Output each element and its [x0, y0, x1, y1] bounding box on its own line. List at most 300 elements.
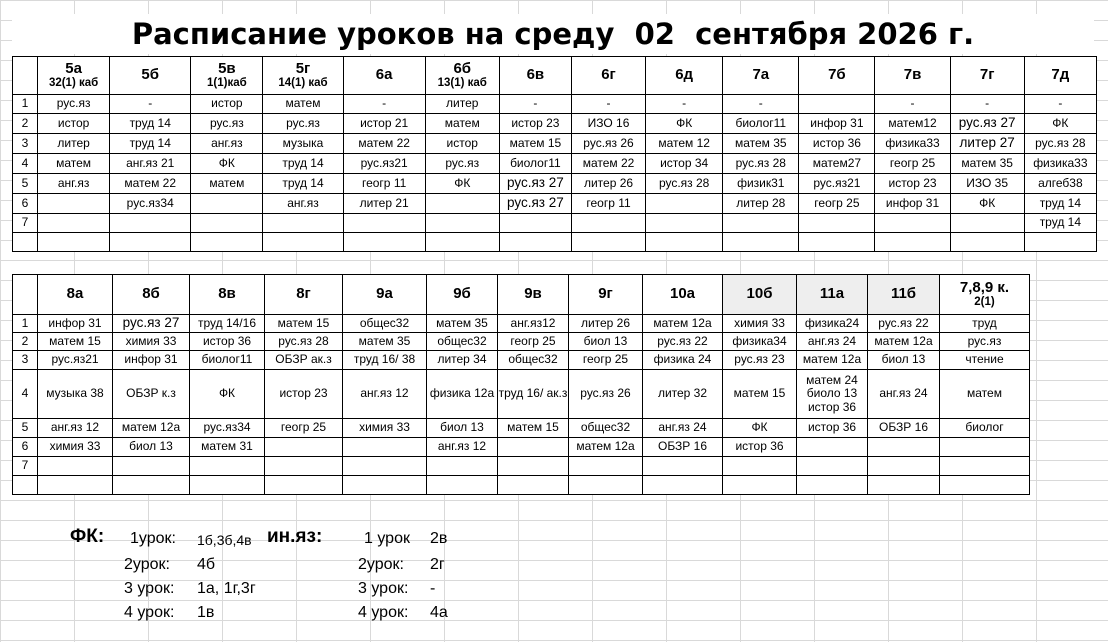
- lesson-text: геогр 25: [889, 155, 936, 170]
- class-header: [263, 57, 343, 95]
- class-name: 7д: [1051, 66, 1070, 84]
- lesson-cell: [875, 233, 950, 252]
- lesson-text: матем 15: [507, 420, 559, 435]
- lesson-cell: [498, 351, 569, 370]
- lesson-cell: [875, 174, 950, 194]
- lesson-text: рус.яз21: [360, 155, 408, 170]
- class-name: 7а: [752, 66, 770, 84]
- class-header: [498, 275, 569, 315]
- lesson-text: матем 12а: [874, 333, 933, 348]
- lesson-text: матем 22: [582, 155, 635, 170]
- lesson-text: матем12: [888, 115, 937, 130]
- lesson-cell: [113, 351, 190, 370]
- class-header: [1024, 57, 1096, 95]
- lesson-cell: [646, 95, 723, 114]
- lesson-cell: [38, 194, 110, 214]
- lesson-text: биолог: [965, 420, 1004, 435]
- lesson-cell: [110, 114, 191, 134]
- lesson-row: [13, 438, 1030, 457]
- lesson-text: биол 13: [583, 333, 628, 348]
- lesson-text: физика34: [732, 333, 787, 348]
- lesson-cell: [571, 214, 645, 233]
- lesson-cell: [799, 154, 875, 174]
- lesson-cell: [38, 333, 113, 351]
- lesson-cell: [265, 419, 343, 438]
- lesson-text: ФК: [751, 420, 768, 435]
- lesson-cell: [38, 438, 113, 457]
- lesson-text: анг.яз: [287, 195, 319, 210]
- lesson-text: -: [758, 96, 763, 111]
- lesson-cell: [646, 154, 723, 174]
- lesson-cell: [343, 476, 427, 495]
- lesson-text: анг.яз 12: [437, 439, 487, 454]
- lesson-text: ФК: [1052, 115, 1069, 130]
- lesson-cell: [343, 351, 427, 370]
- lesson-cell: [723, 370, 797, 419]
- lesson-cell: [950, 194, 1024, 214]
- schedule-table-grades-5-7: [12, 56, 1097, 252]
- lesson-row: [13, 370, 1030, 419]
- lesson-cell: [498, 476, 569, 495]
- lesson-cell: [38, 95, 110, 114]
- lesson-cell: [797, 457, 868, 476]
- class-header: [113, 275, 190, 315]
- inyaz-lesson-1: 1 урок: [364, 530, 410, 547]
- lesson-cell: [646, 194, 723, 214]
- lesson-text: -: [533, 96, 538, 111]
- lesson-cell: [190, 438, 265, 457]
- lesson-text: -: [606, 96, 611, 111]
- lesson-cell: [190, 351, 265, 370]
- lesson-text: рус.яз 22: [878, 315, 929, 330]
- lesson-cell: [265, 476, 343, 495]
- lesson-text: анг.яз12: [510, 315, 556, 330]
- lesson-cell: [799, 233, 875, 252]
- class-name: 8в: [218, 285, 236, 303]
- lesson-cell: [571, 114, 645, 134]
- lesson-text: истор 36: [807, 420, 857, 435]
- lesson-cell: [499, 214, 571, 233]
- lesson-text: матем 12а: [576, 439, 635, 454]
- lesson-cell: [265, 370, 343, 419]
- lesson-text: матем 12а: [653, 315, 712, 330]
- lesson-text: истор 36: [735, 439, 784, 454]
- lesson-number: [13, 233, 38, 252]
- lesson-text: биол 13: [129, 439, 173, 454]
- lesson-text: ОБЗР 16: [878, 420, 928, 435]
- lesson-text: матем: [56, 155, 92, 170]
- lesson-text: анг.яз 12: [360, 386, 409, 401]
- lesson-cell: [797, 370, 868, 419]
- lesson-row: [13, 457, 1030, 476]
- lesson-text: матем 35: [358, 333, 411, 348]
- class-name: 5в: [218, 59, 236, 77]
- lesson-cell: [797, 476, 868, 495]
- lesson-cell: [875, 95, 950, 114]
- inyaz-classes-1: 2в: [430, 530, 448, 547]
- lesson-text: ИЗО 16: [587, 115, 630, 130]
- lesson-number: 3: [13, 351, 38, 370]
- lesson-cell: [263, 154, 343, 174]
- lesson-text: труд 16/ 38: [353, 352, 416, 367]
- class-name: 9а: [376, 285, 393, 303]
- lesson-cell: [569, 370, 643, 419]
- class-name: 11а: [819, 285, 845, 303]
- class-name: 5а: [65, 59, 82, 77]
- lesson-cell: [875, 134, 950, 154]
- class-name: 9г: [598, 285, 613, 303]
- lesson-text: рус.яз 28: [735, 155, 786, 170]
- lesson-cell: [191, 154, 263, 174]
- lesson-text: труд 14: [1039, 215, 1082, 230]
- lesson-cell: [868, 370, 940, 419]
- class-name: 8б: [142, 285, 160, 303]
- class-name: 7г: [979, 66, 995, 84]
- lesson-cell: [113, 419, 190, 438]
- class-name: 6г: [601, 66, 616, 84]
- lesson-cell: [190, 315, 265, 333]
- lesson-cell: [1024, 214, 1096, 233]
- lesson-cell: [571, 154, 645, 174]
- lesson-cell: [343, 233, 425, 252]
- lesson-text: истор 34: [660, 155, 709, 170]
- lesson-text: рус.яз34: [126, 195, 174, 210]
- lesson-cell: [38, 370, 113, 419]
- lesson-cell: [498, 438, 569, 457]
- lesson-text: рус.яз 28: [658, 175, 710, 190]
- lesson-text: матем 15: [277, 315, 330, 330]
- lesson-text: рус.яз 27: [958, 115, 1016, 131]
- lesson-number: 4: [13, 154, 38, 174]
- class-name: 7,8,9 к.: [959, 278, 1010, 296]
- lesson-text: рус.яз: [209, 115, 244, 130]
- lesson-row: [13, 194, 1097, 214]
- lesson-cell: [110, 214, 191, 233]
- fk-lesson-3: 3 урок:: [124, 580, 175, 597]
- lesson-cell: [425, 174, 499, 194]
- class-name: 8а: [66, 285, 84, 303]
- class-header: [110, 57, 191, 95]
- lesson-cell: [343, 214, 425, 233]
- lesson-cell: [940, 457, 1030, 476]
- lesson-cell: [427, 419, 498, 438]
- class-header: [875, 57, 950, 95]
- class-name: 8г: [296, 285, 311, 303]
- lesson-cell: [797, 315, 868, 333]
- lesson-cell: [1024, 194, 1096, 214]
- lesson-text: рус.яз 28: [278, 333, 329, 348]
- lesson-cell: [643, 457, 723, 476]
- lesson-cell: [868, 419, 940, 438]
- lesson-cell: [646, 233, 723, 252]
- lesson-text: литер 34: [437, 352, 487, 367]
- lesson-number: 6: [13, 194, 38, 214]
- lesson-number: 7: [13, 214, 38, 233]
- lesson-row: [13, 154, 1097, 174]
- lesson-cell: [868, 333, 940, 351]
- lesson-cell: [38, 233, 110, 252]
- class-room: 1(1)каб: [207, 77, 247, 90]
- lesson-cell: [868, 315, 940, 333]
- lesson-row: [13, 214, 1097, 233]
- lesson-cell: [343, 174, 425, 194]
- lesson-text: общес32: [508, 352, 558, 367]
- lesson-cell: [950, 174, 1024, 194]
- lesson-cell: [427, 438, 498, 457]
- lesson-cell: [940, 333, 1030, 351]
- lesson-cell: [950, 214, 1024, 233]
- lesson-cell: [191, 233, 263, 252]
- lesson-cell: [263, 214, 343, 233]
- lesson-text: анг.яз 24: [807, 333, 857, 348]
- lesson-text: -: [985, 96, 990, 111]
- class-name: 10а: [669, 285, 696, 303]
- lesson-text: ФК: [676, 115, 693, 130]
- lesson-text: труд 16/ ак.з: [498, 386, 568, 401]
- lesson-text: литер 26: [583, 175, 634, 190]
- lesson-row: [13, 333, 1030, 351]
- lesson-text: ФК: [218, 155, 235, 170]
- lesson-text: матем 35: [436, 315, 488, 330]
- lesson-number: 2: [13, 114, 38, 134]
- lesson-text: литер: [446, 96, 479, 111]
- lesson-text: рус.яз 28: [1035, 135, 1086, 150]
- lesson-cell: [643, 315, 723, 333]
- lesson-text: инфор 31: [885, 195, 940, 210]
- lesson-text: истор 23: [511, 115, 560, 130]
- lesson-row: [13, 174, 1097, 194]
- lesson-cell: [875, 154, 950, 174]
- lesson-cell: [191, 114, 263, 134]
- fk-label: ФК:: [70, 526, 105, 547]
- class-name: 9в: [524, 285, 542, 303]
- lesson-cell: [343, 370, 427, 419]
- class-header: [265, 275, 343, 315]
- lesson-cell: [1024, 233, 1096, 252]
- lesson-text: физика 24: [653, 352, 712, 367]
- lesson-cell: [499, 174, 571, 194]
- lesson-number: 4: [13, 370, 38, 419]
- lesson-cell: [38, 134, 110, 154]
- lesson-cell: [569, 419, 643, 438]
- lesson-text: геогр 25: [280, 420, 327, 435]
- lesson-text: матем: [285, 96, 321, 111]
- class-header: [191, 57, 263, 95]
- lesson-cell: [265, 351, 343, 370]
- lesson-text: музыка 38: [46, 386, 104, 401]
- lesson-text: алгеб38: [1038, 175, 1083, 190]
- lesson-cell: [190, 333, 265, 351]
- lesson-text: ОБЗР 16: [657, 439, 707, 454]
- lesson-text: истор 36: [812, 135, 861, 150]
- lesson-text: матем 15: [509, 135, 562, 150]
- lesson-cell: [723, 214, 799, 233]
- lesson-cell: [265, 333, 343, 351]
- lesson-cell: [263, 194, 343, 214]
- lesson-row: [13, 351, 1030, 370]
- lesson-cell: [343, 134, 425, 154]
- class-header: [868, 275, 940, 315]
- lesson-text: биолог11: [201, 352, 253, 367]
- fk-lesson-1: 1урок:: [130, 530, 176, 547]
- lesson-text: рус.яз 23: [734, 352, 785, 367]
- lesson-text: матем 15: [733, 386, 786, 401]
- lesson-cell: [498, 457, 569, 476]
- lesson-text: литер: [57, 135, 90, 150]
- lesson-text: рус.яз 27: [507, 195, 564, 211]
- lesson-cell: [113, 315, 190, 333]
- lesson-text: инфор 31: [48, 315, 102, 330]
- lesson-text: литер 28: [736, 195, 786, 210]
- lesson-cell: [191, 134, 263, 154]
- lesson-cell: [799, 214, 875, 233]
- lesson-cell: [868, 457, 940, 476]
- lesson-text: общес32: [580, 420, 631, 435]
- lesson-cell: [38, 214, 110, 233]
- lesson-cell: [1024, 95, 1096, 114]
- lesson-cell: [1024, 154, 1096, 174]
- lesson-cell: [113, 370, 190, 419]
- lesson-cell: [38, 114, 110, 134]
- lesson-cell: [498, 370, 569, 419]
- class-header: [499, 57, 571, 95]
- lesson-cell: [569, 438, 643, 457]
- class-room: 32(1) каб: [48, 77, 99, 90]
- lesson-cell: [643, 476, 723, 495]
- inyaz-label: ин.яз:: [267, 526, 323, 547]
- lesson-cell: [191, 95, 263, 114]
- lesson-cell: [263, 114, 343, 134]
- lesson-text: ФК: [454, 175, 471, 190]
- lesson-cell: [569, 315, 643, 333]
- class-header: [723, 275, 797, 315]
- class-header: [646, 57, 723, 95]
- lesson-cell: [38, 476, 113, 495]
- lesson-text: физика33: [1033, 155, 1088, 170]
- lesson-cell: [425, 194, 499, 214]
- class-header: [427, 275, 498, 315]
- lesson-cell: [190, 476, 265, 495]
- lesson-text: физик31: [737, 175, 785, 190]
- class-header: [425, 57, 499, 95]
- lesson-text: рус.яз 22: [657, 333, 708, 348]
- lesson-cell: [499, 114, 571, 134]
- lesson-cell: [191, 214, 263, 233]
- class-room: 2(1): [974, 296, 995, 309]
- page-title: Расписание уроков на среду 02 сентября 2026 г.: [12, 14, 1094, 54]
- lesson-number: 2: [13, 333, 38, 351]
- lesson-number: 5: [13, 419, 38, 438]
- lesson-cell: [569, 457, 643, 476]
- lesson-text: геогр 25: [510, 333, 556, 348]
- lesson-cell: [425, 154, 499, 174]
- lesson-cell: [263, 95, 343, 114]
- lesson-line: матем 24: [806, 372, 858, 387]
- lesson-text: биол 13: [440, 420, 484, 435]
- lesson-text: рус.яз21: [51, 352, 99, 367]
- lesson-text: труд 14: [282, 155, 324, 170]
- lesson-cell: [571, 95, 645, 114]
- class-name: 7б: [828, 66, 846, 84]
- lesson-cell: [940, 438, 1030, 457]
- lesson-cell: [343, 333, 427, 351]
- lesson-cell: [799, 95, 875, 114]
- fk-classes-3: 1а, 1г,3г: [197, 580, 256, 597]
- lesson-text: матем 35: [961, 155, 1013, 170]
- class-name: 6д: [675, 66, 694, 84]
- lesson-cell: [723, 233, 799, 252]
- lesson-cell: [427, 315, 498, 333]
- lesson-cell: [571, 134, 645, 154]
- inyaz-classes-4: 4а: [430, 604, 448, 621]
- lesson-text: ОБЗР ак.з: [275, 352, 332, 367]
- lesson-cell: [940, 370, 1030, 419]
- lesson-row: [13, 419, 1030, 438]
- lesson-cell: [799, 174, 875, 194]
- lesson-cell: [499, 154, 571, 174]
- lesson-text: рус.яз 26: [580, 386, 631, 401]
- lesson-cell: [110, 194, 191, 214]
- inyaz-lesson-2: 2урок:: [358, 556, 404, 573]
- lesson-cell: [425, 214, 499, 233]
- lesson-text: геогр 25: [814, 195, 860, 210]
- lesson-cell: [940, 351, 1030, 370]
- lesson-row: [13, 134, 1097, 154]
- lesson-cell: [499, 95, 571, 114]
- class-header: [940, 275, 1030, 315]
- lesson-cell: [263, 233, 343, 252]
- lesson-number: 1: [13, 95, 38, 114]
- class-name: 11б: [890, 285, 917, 303]
- lesson-number: [13, 476, 38, 495]
- lesson-cell: [343, 154, 425, 174]
- lesson-text: инфор 31: [124, 352, 178, 367]
- lesson-cell: [498, 315, 569, 333]
- lesson-text: истор 36: [202, 333, 252, 348]
- lesson-number: 5: [13, 174, 38, 194]
- fk-classes-1: 1б,3б,4в: [197, 532, 252, 548]
- lesson-text: ИЗО 35: [966, 175, 1009, 190]
- inyaz-classes-2: 2г: [430, 556, 445, 573]
- lesson-cell: [343, 438, 427, 457]
- lesson-text: труд: [972, 315, 997, 330]
- lesson-text: труд 14/16: [197, 315, 256, 330]
- lesson-text: чтение: [965, 352, 1004, 367]
- lesson-cell: [868, 476, 940, 495]
- class-header: [799, 57, 875, 95]
- lesson-text: литер 26: [580, 315, 631, 330]
- lesson-cell: [425, 134, 499, 154]
- class-name: 9б: [453, 285, 471, 303]
- lesson-text: биолог11: [735, 115, 787, 130]
- class-name: 6в: [526, 66, 545, 84]
- lesson-text: общес32: [359, 315, 410, 330]
- lesson-cell: [190, 419, 265, 438]
- lesson-text: труд 14: [282, 175, 324, 190]
- lesson-cell: [427, 370, 498, 419]
- lesson-text: -: [382, 96, 387, 111]
- lesson-text: анг.яз 24: [879, 386, 928, 401]
- lesson-cell: [427, 476, 498, 495]
- lesson-cell: [723, 419, 797, 438]
- lesson-cell: [950, 134, 1024, 154]
- lesson-cell: [646, 114, 723, 134]
- lesson-text: матем 12: [658, 135, 710, 150]
- lesson-text: истор: [211, 96, 243, 111]
- lesson-cell: [38, 419, 113, 438]
- lesson-row: [13, 476, 1030, 495]
- class-room: 13(1) каб: [437, 77, 487, 90]
